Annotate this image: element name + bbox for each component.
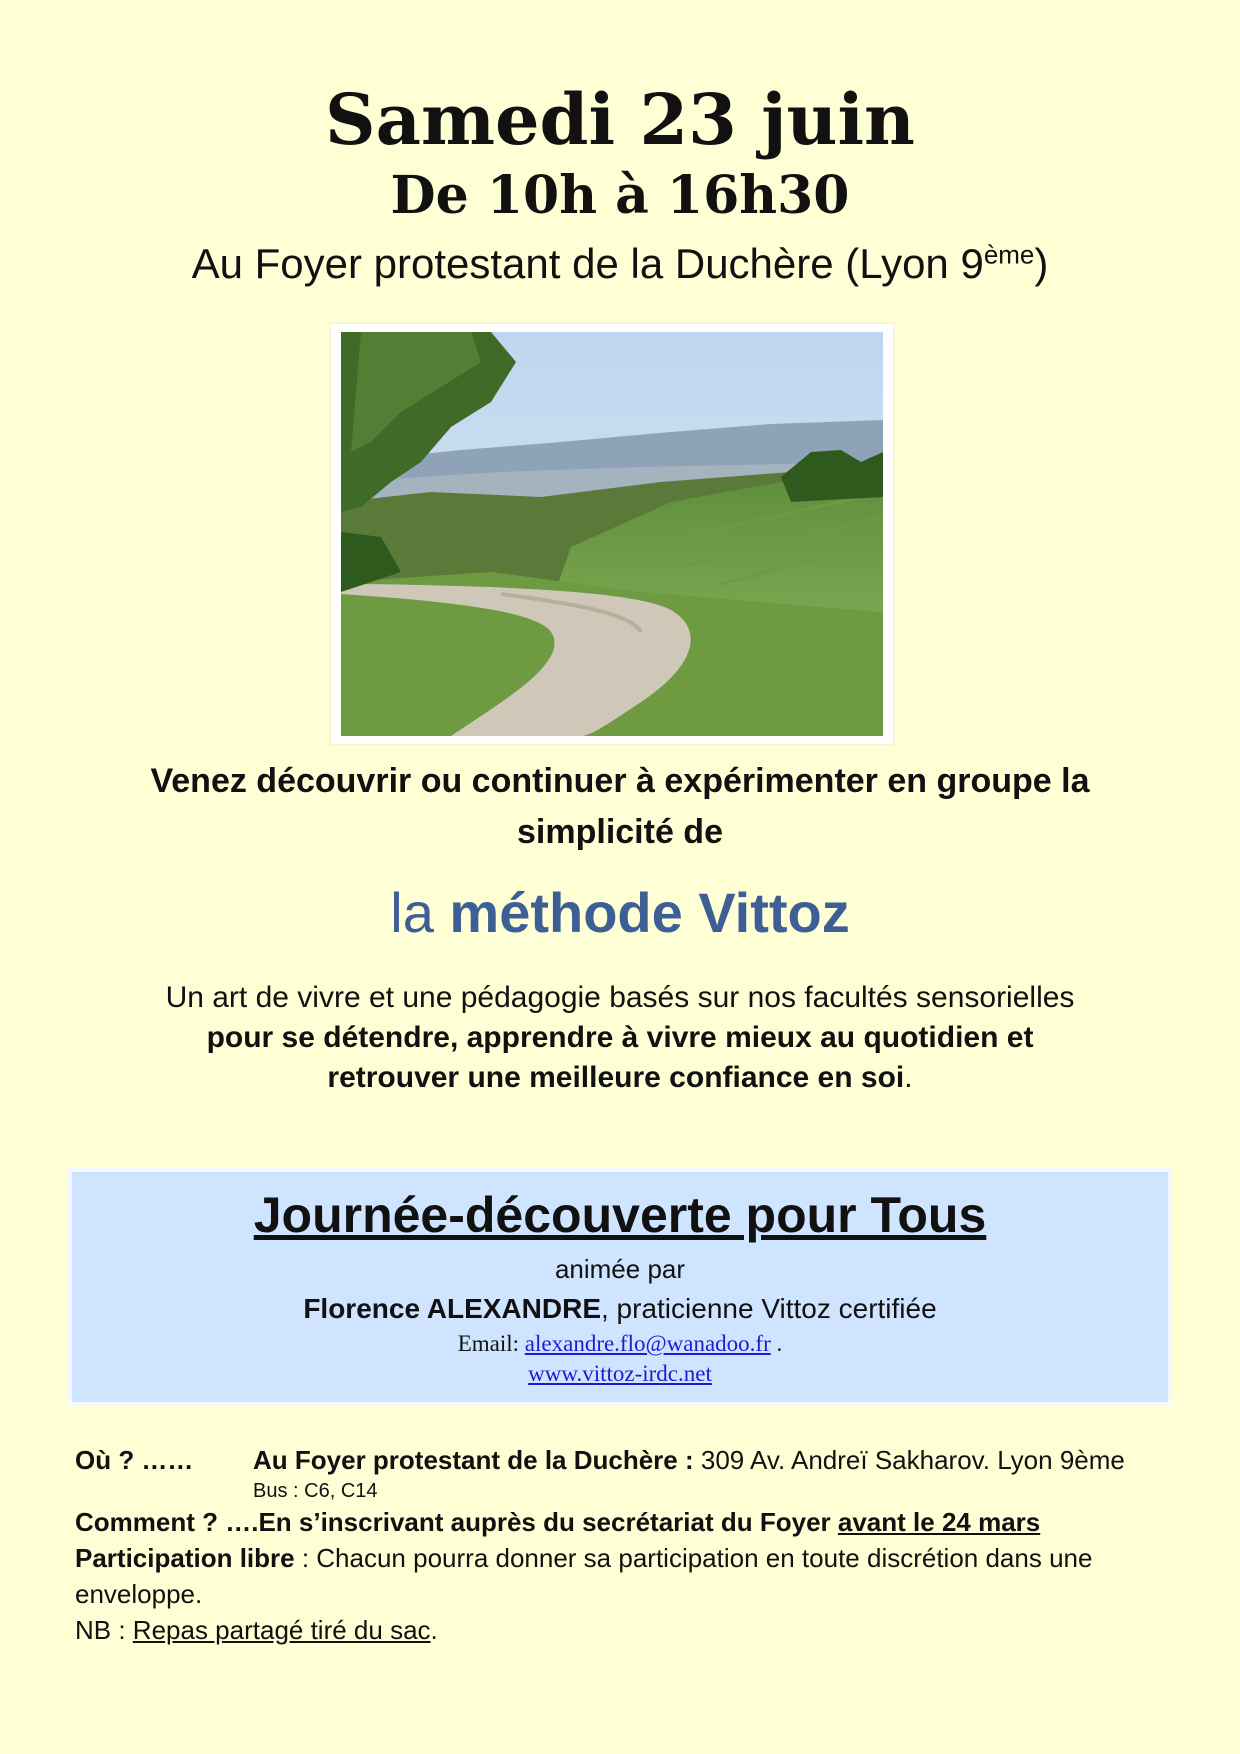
host-role: , praticienne Vittoz certifiée bbox=[601, 1293, 937, 1324]
email-link[interactable]: alexandre.flo@wanadoo.fr bbox=[524, 1331, 771, 1356]
where-place: Au Foyer protestant de la Duchère : bbox=[253, 1445, 694, 1475]
nb-end: . bbox=[430, 1615, 438, 1645]
venue-main: Au Foyer protestant de la Duchère (Lyon 9 bbox=[191, 240, 984, 287]
host-line bbox=[72, 1293, 1168, 1325]
landscape-photo-icon bbox=[341, 332, 883, 736]
event-hours: De 10h à 16h30 bbox=[390, 165, 850, 226]
practical-details bbox=[75, 1442, 1155, 1648]
participation-row bbox=[75, 1540, 1155, 1612]
where-row bbox=[75, 1442, 1155, 1478]
email-label: Email: bbox=[457, 1331, 525, 1356]
venue-superscript: ème bbox=[983, 239, 1035, 270]
participation-text: : Chacun pourra donner sa participation en toute discrétion dans une enveloppe. bbox=[75, 1543, 1093, 1609]
description-bold: pour se détendre, apprendre à vivre mieux au quotidien et retrouver une meilleure confiance en soi bbox=[206, 1021, 1034, 1094]
bus-line: Bus : C6, C14 bbox=[253, 1480, 378, 1502]
participation-label: Participation libre bbox=[75, 1543, 295, 1573]
email-line bbox=[72, 1331, 1168, 1357]
venue-end: ) bbox=[1034, 240, 1049, 287]
nb-label: NB : bbox=[75, 1615, 133, 1645]
where-address: 309 Av. Andreï Sakharov. Lyon 9ème bbox=[693, 1445, 1125, 1475]
where-label: Où ? …… bbox=[75, 1445, 194, 1475]
how-deadline: avant le 24 mars bbox=[837, 1507, 1041, 1537]
led-by-label: animée par bbox=[554, 1254, 686, 1284]
method-description bbox=[0, 978, 1240, 1098]
description-end: . bbox=[904, 1061, 913, 1094]
discovery-day-box bbox=[68, 1168, 1172, 1406]
method-heading bbox=[0, 880, 1240, 945]
website-link[interactable]: www.vittoz-irdc.net bbox=[528, 1361, 712, 1386]
nb-row bbox=[75, 1612, 1155, 1648]
email-end: . bbox=[770, 1331, 783, 1356]
website-line bbox=[72, 1361, 1168, 1387]
nb-text: Repas partagé tiré du sac bbox=[132, 1615, 431, 1645]
intro-text: Venez découvrir ou continuer à expérimenter en groupe la simplicité de bbox=[150, 762, 1090, 851]
discovery-day-title: Journée-découverte pour Tous bbox=[253, 1187, 987, 1243]
how-row bbox=[75, 1504, 1155, 1540]
description-regular: Un art de vivre et une pédagogie basés sur nos facultés sensorielles bbox=[165, 981, 1075, 1014]
landscape-photo bbox=[331, 324, 893, 744]
host-name: Florence ALEXANDRE bbox=[303, 1293, 601, 1324]
method-prefix: la bbox=[390, 881, 450, 944]
event-venue bbox=[0, 240, 1240, 288]
event-date-title: Samedi 23 juin bbox=[325, 78, 915, 161]
method-name: méthode Vittoz bbox=[449, 881, 850, 944]
how-label: Comment ? ….En s’inscrivant auprès du secrétariat du Foyer bbox=[75, 1507, 831, 1537]
